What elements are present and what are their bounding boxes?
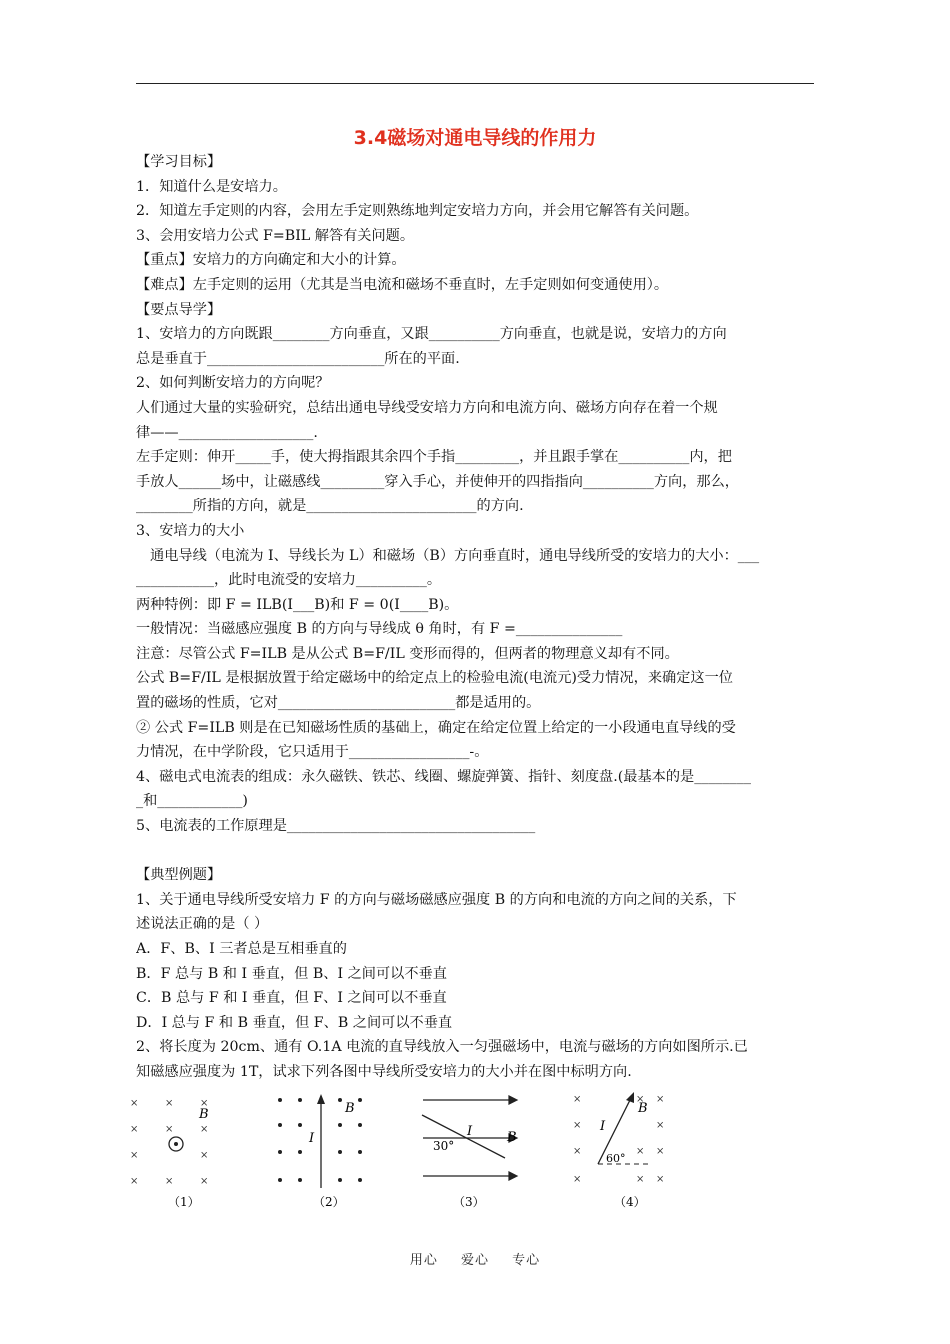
svg-text:×: × [636, 1146, 645, 1157]
text-line: A．F、B、I 三者总是互相垂直的 [136, 941, 347, 957]
page-footer: 用心 爱心 专心 [409, 1253, 541, 1268]
text-line: 【典型例题】 [136, 867, 222, 884]
text-line: C．B 总与 F 和 I 垂直，但 F、I 之间可以不垂直 [136, 990, 447, 1007]
text-line: 5、电流表的工作原理是___________________________________ [136, 818, 536, 835]
current-label-3: I [467, 1124, 473, 1139]
text-line: 3、会用安培力公式 F=BIL 解答有关问题。 [136, 227, 415, 244]
svg-text:×: × [656, 1120, 665, 1131]
current-label-2: I [309, 1131, 315, 1146]
text-line: _和____________) [136, 793, 248, 810]
svg-text:×: × [165, 1124, 174, 1135]
figure-label-4: （4） [614, 1195, 646, 1209]
text-line: 2、如何判断安培力的方向呢？ [136, 375, 330, 392]
text-line: 4、磁电式电流表的组成：永久磁铁、铁芯、线圈、螺旋弹簧、指针、刻度盘.(最基本的是________ [136, 768, 751, 785]
field-label-2: B [345, 1101, 355, 1116]
field-label-4: B [638, 1101, 648, 1116]
angle-label-3: 30° [433, 1139, 455, 1153]
text-line: 律——___________________. [136, 424, 318, 441]
svg-text:×: × [200, 1150, 209, 1161]
text-line: 1、关于通电导线所受安培力 F 的方向与磁场磁感应强度 B 的方向和电流的方向之间的关系，下 [136, 891, 737, 908]
svg-text:×: × [656, 1094, 665, 1105]
figure-row [125, 1090, 685, 1215]
text-line: 知磁感应强度为 1T，试求下列各图中导线所受安培力的大小并在图中标明方向. [136, 1063, 632, 1080]
field-x-marks-4 [573, 1094, 664, 1185]
svg-text:×: × [130, 1124, 139, 1135]
svg-text:×: × [200, 1124, 209, 1135]
text-line: ________所指的方向，就是________________________的方向. [136, 498, 524, 515]
svg-text:×: × [656, 1146, 665, 1157]
text-line: 一般情况：当磁感应强度 B 的方向与导线成 θ 角时，有 F =_______________ [136, 621, 623, 638]
current-label-4: I [600, 1119, 606, 1134]
svg-text:×: × [636, 1174, 645, 1185]
angle-label-4: 60° [606, 1152, 626, 1165]
svg-text:×: × [200, 1176, 209, 1187]
figure-2 [278, 1094, 362, 1209]
text-line: 力情况，在中学阶段，它只适用于_________________-。 [136, 744, 489, 761]
figure-1 [130, 1098, 209, 1209]
text-line: 2、将长度为 20cm、通有 O.1A 电流的直导线放入一匀强磁场中，电流与磁场的方向如图所示.已 [136, 1039, 748, 1056]
text-line: 【重点】安培力的方向确定和大小的计算。 [136, 252, 406, 269]
text-line: 通电导线（电流为 I、导线长为 L）和磁场（B）方向垂直时，通电导线所受的安培力的大小：___ [150, 547, 760, 564]
svg-text:×: × [656, 1174, 665, 1185]
svg-text:×: × [573, 1146, 582, 1157]
field-label-3: B [507, 1130, 517, 1145]
svg-text:×: × [573, 1120, 582, 1131]
text-line: 【要点导学】 [136, 301, 222, 318]
text-line: 人们通过大量的实验研究，总结出通电导线受安培力方向和电流方向、磁场方向存在着一个规 [136, 399, 718, 416]
text-line: 两种特例：即 F = ILB(I___B)和 F = 0(I____B)。 [136, 596, 459, 613]
text-line: 1、安培力的方向既跟________方向垂直，又跟__________方向垂直，也就是说，安培力的方向 [136, 326, 727, 343]
figure-label-2: （2） [313, 1195, 345, 1209]
text-line: 【难点】左手定则的运用（尤其是当电流和磁场不垂直时，左手定则如何变通使用）。 [136, 276, 669, 293]
svg-text:×: × [573, 1094, 582, 1105]
text-line: 述说法正确的是（ ） [136, 916, 269, 933]
text-line: D．I 总与 F 和 B 垂直，但 F、B 之间可以不垂直 [136, 1014, 453, 1031]
svg-text:×: × [573, 1174, 582, 1185]
figure-3 [422, 1096, 517, 1209]
arrow-up-icon [317, 1094, 325, 1104]
field-label-1: B [199, 1107, 209, 1122]
text-line: ___________，此时电流受的安培力__________。 [136, 572, 442, 589]
text-line: 3、安培力的大小 [136, 522, 245, 539]
text-line: 公式 B=F/IL 是根据放置于给定磁场中的给定点上的检验电流(电流元)受力情况，来确定这一位 [136, 670, 733, 687]
text-line: 2．知道左手定则的内容，会用左手定则熟练地判定安培力方向，并会用它解答有关问题。 [136, 203, 699, 220]
figure-4 [573, 1092, 664, 1209]
text-line: 1．知道什么是安培力。 [136, 178, 287, 195]
page-title: 3.4磁场对通电导线的作用力 [353, 127, 597, 149]
text-line: 左手定则：伸开_____手，使大拇指跟其余四个手指_________，并且跟手掌在__________内，把 [136, 449, 732, 466]
svg-text:×: × [200, 1098, 209, 1109]
blank-line [136, 839, 816, 864]
text-line: 总是垂直于_________________________所在的平面. [136, 350, 460, 367]
svg-text:×: × [130, 1150, 139, 1161]
text-line: B．F 总与 B 和 I 垂直，但 B、I 之间可以不垂直 [136, 965, 447, 982]
svg-text:×: × [165, 1098, 174, 1109]
text-line: 注意：尽管公式 F=ILB 是从公式 B=F/IL 变形而得的，但两者的物理意义却有不同。 [136, 645, 679, 662]
arrow-icon [626, 1092, 634, 1103]
svg-text:×: × [636, 1094, 645, 1105]
svg-text:×: × [130, 1098, 139, 1109]
text-line: 【学习目标】 [136, 154, 222, 170]
text-line: 置的磁场的性质，它对_________________________都是适用的。 [136, 695, 541, 712]
header-rule [136, 83, 814, 84]
svg-text:×: × [165, 1176, 174, 1187]
text-line: ② 公式 F=ILB 则是在已知磁场性质的基础上，确定在给定位置上给定的一小段通电直导线的受 [136, 719, 736, 736]
figure-label-3: （3） [453, 1195, 485, 1209]
document-body [136, 150, 816, 1085]
svg-text:×: × [130, 1176, 139, 1187]
figure-label-1: （1） [168, 1195, 200, 1209]
text-line: 手放人______场中，让磁感线_________穿入手心，并使伸开的四指指向__________方向，那么， [136, 473, 739, 490]
